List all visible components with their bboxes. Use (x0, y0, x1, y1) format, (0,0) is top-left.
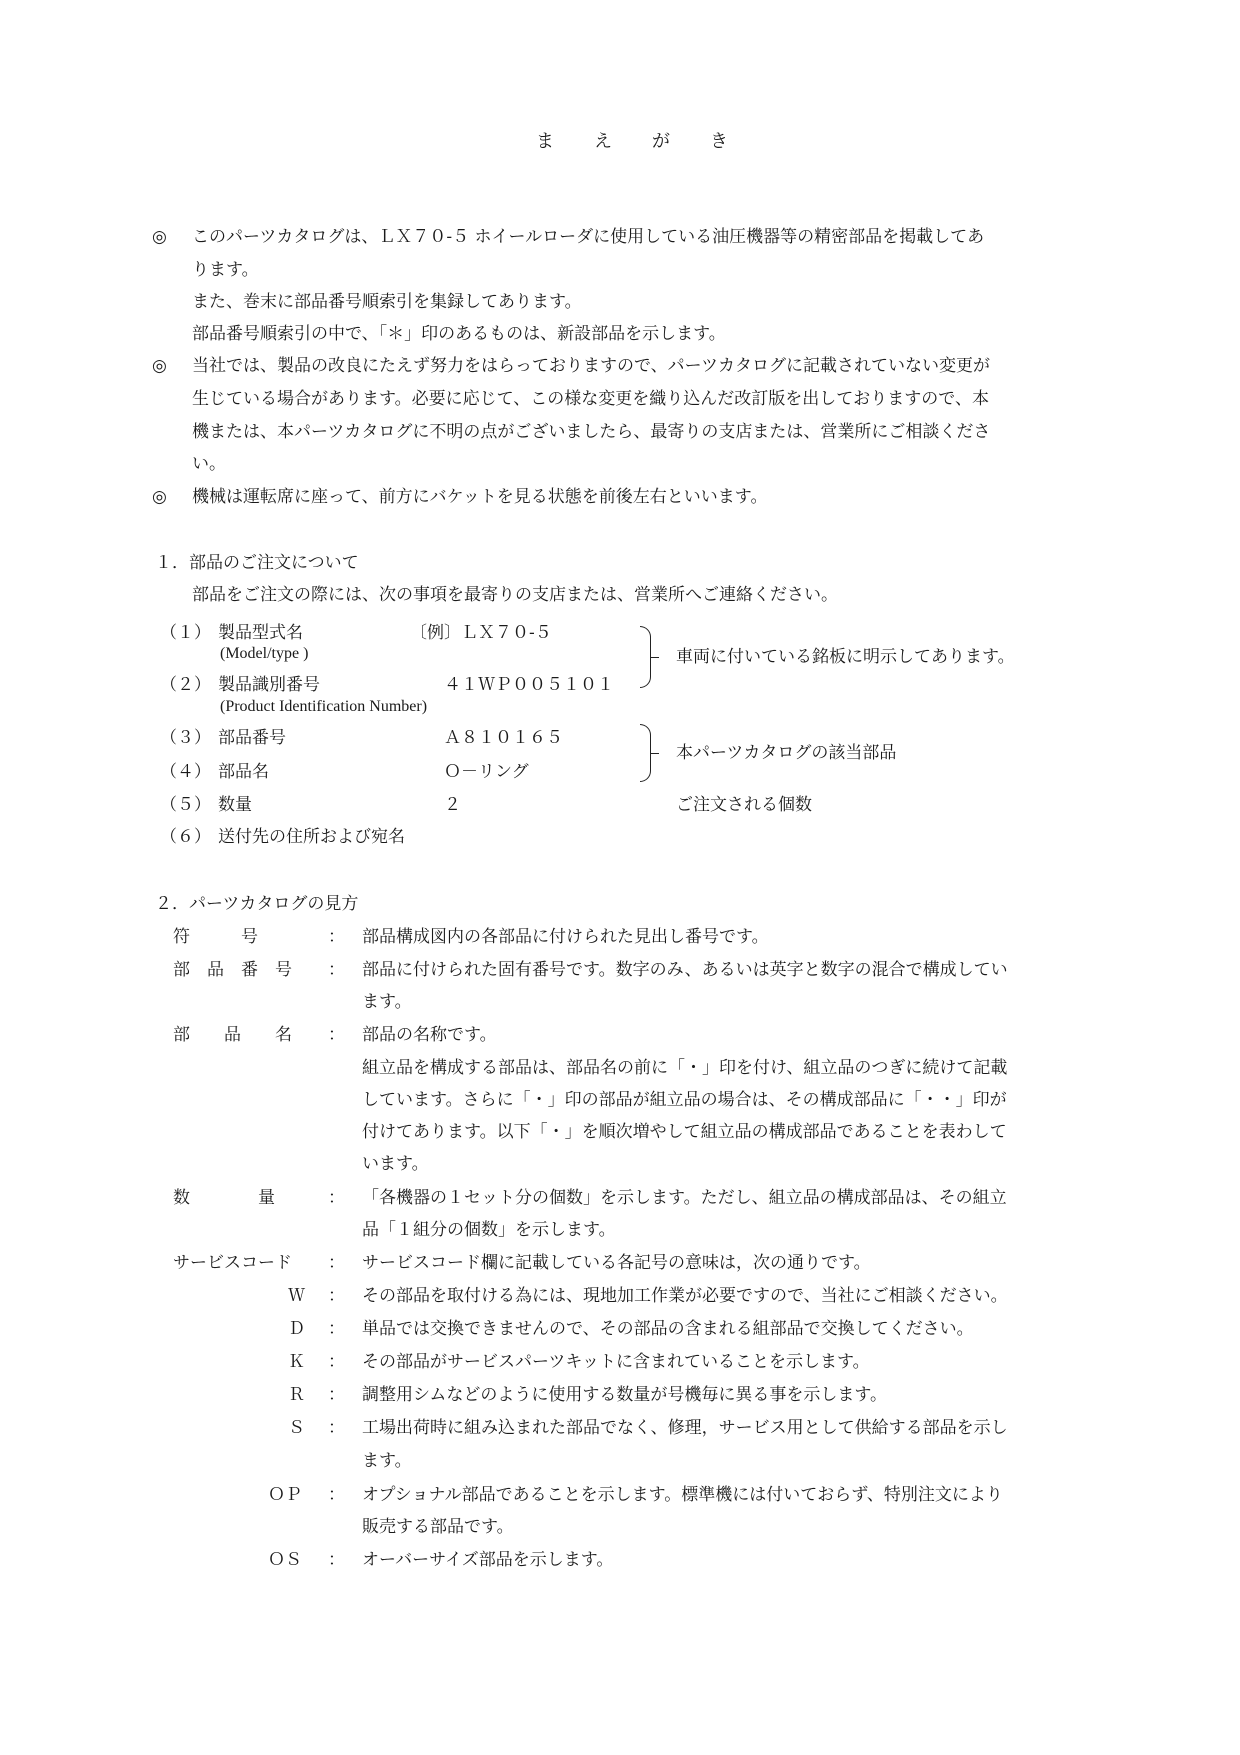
term-colon: ： (328, 1188, 345, 1208)
section-heading: １．部品のご注文について (155, 553, 359, 573)
term-description: 工場出荷時に組み込まれた部品でなく、修理，サービス用として供給する部品を示し (362, 1418, 1008, 1438)
term-label: 部 品 名 (173, 1025, 292, 1045)
code-label: Ｄ (288, 1319, 305, 1339)
intro-line: ります。 (192, 260, 259, 280)
term-description: その部品を取付ける為には、現地加工作業が必要ですので、当社にご相談ください。 (362, 1286, 1008, 1306)
term-description: オーバーサイズ部品を示します。 (362, 1550, 614, 1570)
intro-line: このパーツカタログは、ＬＸ７０-５ ホイールローダに使用している油圧機器等の精密部品を掲載してあ (192, 227, 985, 247)
code-label: Ｗ (288, 1286, 305, 1306)
term-description: 単品では交換できませんので、その部品の含まれる組部品で交換してください。 (362, 1319, 974, 1339)
term-label: 符 号 (173, 927, 258, 947)
item-value: 〔例〕ＬＸ７０-５ (410, 623, 552, 643)
bullet-icon: ◎ (152, 356, 167, 376)
page-title: まえがき (536, 131, 768, 152)
item-label: 製品型式名 (218, 623, 303, 643)
term-description: 調整用シムなどのように使用する数量が号機毎に異る事を示します。 (362, 1385, 887, 1405)
term-colon: ： (328, 927, 345, 947)
intro-line: 機械は運転席に座って、前方にバケットを見る状態を前後左右といいます。 (192, 487, 768, 507)
item-note: ご注文される個数 (676, 795, 812, 815)
intro-line: 当社では、製品の改良にたえず努力をはらっておりますので、パーツカタログに記載されていない変更が (192, 356, 990, 376)
term-colon: ： (328, 1418, 345, 1438)
item-value: Ａ８１０１６５ (444, 728, 563, 748)
item-note: 車両に付いている銘板に明示してあります。 (676, 647, 1015, 667)
item-value: ４１ＷＰ００５１０１ (444, 675, 614, 695)
term-description: います。 (362, 1154, 429, 1174)
term-description: 組立品を構成する部品は、部品名の前に「・」印を付け、組立品のつぎに続けて記載 (362, 1058, 1008, 1078)
brace-symbol (640, 626, 651, 688)
item-label: 部品番号 (218, 728, 286, 748)
item-label: 製品識別番号 (218, 675, 320, 695)
section-lead: 部品をご注文の際には、次の事項を最寄りの支店または、営業所へご連絡ください。 (192, 585, 838, 605)
code-label: ＯＰ (268, 1485, 302, 1505)
term-label: 数 量 (173, 1188, 275, 1208)
item-label: 部品名 (218, 762, 269, 782)
term-description: 品「１組分の個数」を示します。 (362, 1220, 616, 1240)
intro-line: 生じている場合があります。必要に応じて、この様な変更を織り込んだ改訂版を出しておりますので、本 (192, 389, 989, 409)
term-colon: ： (328, 1485, 345, 1505)
term-description: ます。 (362, 992, 412, 1012)
term-description: ます。 (362, 1451, 412, 1471)
item-number: （３） (160, 728, 211, 748)
brace-symbol (640, 724, 651, 782)
term-colon: ： (328, 1286, 345, 1306)
section-heading: ２．パーツカタログの見方 (155, 894, 359, 914)
code-label: Ｒ (288, 1385, 305, 1405)
item-label: 送付先の住所および宛名 (218, 827, 405, 847)
intro-line: い。 (192, 454, 226, 474)
term-description: 部品の名称です。 (362, 1025, 497, 1045)
intro-line: 部品番号順索引の中で、「＊」印のあるものは、新設部品を示します。 (192, 324, 726, 344)
term-description: サービスコード欄に記載している各記号の意味は，次の通りです。 (362, 1253, 871, 1273)
item-value: Ｏ－リング (444, 762, 529, 782)
item-note: 本パーツカタログの該当部品 (676, 743, 897, 763)
term-description: 部品構成図内の各部品に付けられた見出し番号です。 (362, 927, 769, 947)
code-label: ＯＳ (268, 1550, 302, 1570)
term-colon: ： (328, 1385, 345, 1405)
intro-line: 機または、本パーツカタログに不明の点がございましたら、最寄りの支店または、営業所にご相談くださ (192, 422, 991, 442)
code-label: Ｋ (288, 1352, 305, 1372)
term-colon: ： (328, 1319, 345, 1339)
code-label: Ｓ (288, 1418, 305, 1438)
term-description: 販売する部品です。 (362, 1517, 514, 1537)
item-sublabel: (Model/type ) (220, 645, 309, 662)
term-description: しています。さらに「・」印の部品が組立品の場合は、その構成部品に「・・」印が (362, 1090, 1007, 1110)
term-colon: ： (328, 960, 345, 980)
term-description: 部品に付けられた固有番号です。数字のみ、あるいは英字と数字の混合で構成してい (362, 960, 1008, 980)
bullet-icon: ◎ (152, 227, 167, 247)
item-number: （５） (160, 795, 211, 815)
item-number: （４） (160, 762, 211, 782)
item-number: （２） (160, 675, 211, 695)
term-colon: ： (328, 1352, 345, 1372)
term-colon: ： (328, 1550, 345, 1570)
term-colon: ： (328, 1253, 345, 1273)
term-label: 部 品 番 号 (173, 960, 292, 980)
item-number: （１） (160, 623, 211, 643)
item-value: ２ (444, 795, 461, 815)
term-description: 「各機器の１セット分の個数」を示します。ただし、組立品の構成部品は、その組立 (362, 1188, 1007, 1208)
item-number: （６） (160, 827, 211, 847)
term-description: その部品がサービスパーツキットに含まれていることを示します。 (362, 1352, 870, 1372)
intro-line: また、巻末に部品番号順索引を集録してあります。 (192, 292, 582, 312)
bullet-icon: ◎ (152, 487, 167, 507)
term-colon: ： (328, 1025, 345, 1045)
item-sublabel: (Product Identification Number) (220, 698, 428, 715)
term-label: サービスコード (173, 1253, 292, 1273)
term-description: 付けてあります。以下「・」を順次増やして組立品の構成部品であることを表わして (362, 1122, 1007, 1142)
term-description: オプショナル部品であることを示します。標準機には付いておらず、特別注文により (362, 1485, 1003, 1505)
item-label: 数量 (218, 795, 252, 815)
